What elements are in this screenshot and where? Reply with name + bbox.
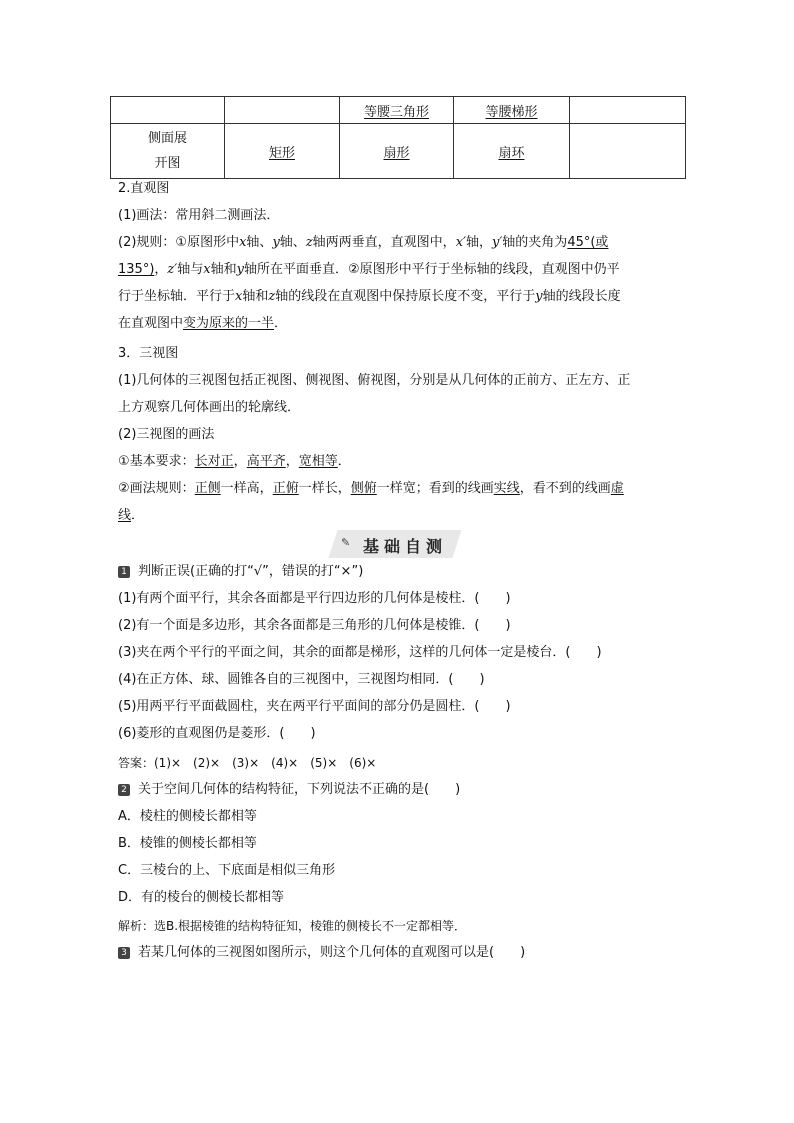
option-line: A．棱柱的侧棱长都相等 <box>118 809 257 824</box>
table-cell <box>454 97 570 124</box>
question-item: (2)有一个面是多边形，其余各面都是三角形的几何体是棱锥．( ) <box>118 618 511 633</box>
table-cell <box>340 97 454 124</box>
cell-answer: 矩形 <box>268 145 295 161</box>
answer-underline: 变为原来的一半 <box>183 316 275 331</box>
answer-underline: 长对正 <box>194 454 234 469</box>
text: ①基本要求： <box>118 454 195 469</box>
text: 轴所在平面垂直．②原图形中平行于坐标轴的线段，直观图中仍平 <box>243 262 620 277</box>
text: 轴和 <box>242 289 269 304</box>
table-row <box>111 97 686 124</box>
text: 行于坐标轴．平行于 <box>118 289 236 304</box>
answer-underline: 135°) <box>118 262 155 277</box>
paragraph-line <box>118 261 620 279</box>
paragraph-line <box>118 288 621 306</box>
answer-underline: 侧俯 <box>350 481 377 496</box>
answer-underline: 正侧 <box>194 481 221 496</box>
text: 轴、 <box>246 235 273 250</box>
option-line: D．有的棱台的侧棱长都相等 <box>118 890 285 905</box>
text: 一样宽；看到的线画 <box>376 481 494 496</box>
answer-underline: 实线 <box>493 481 520 496</box>
section-banner <box>333 530 457 558</box>
table-cell <box>225 124 340 179</box>
row-header-line2: 开图 <box>154 156 181 171</box>
row-header-label <box>148 126 187 176</box>
question-title <box>118 944 525 962</box>
var: x <box>203 262 211 277</box>
table-cell <box>454 124 570 179</box>
text: ， <box>154 262 168 277</box>
text: ． <box>131 508 145 523</box>
text: 轴两两垂直，直观图中， <box>312 235 456 250</box>
paragraph-line: (1)几何体的三视图包括正视图、侧视图、俯视图，分别是从几何体的正前方、正左方、正 <box>118 373 631 388</box>
var: y <box>272 235 280 250</box>
table-row <box>111 124 686 179</box>
paragraph-line <box>118 315 287 333</box>
answer-underline: 线 <box>118 508 132 523</box>
text: 在直观图中 <box>118 316 184 331</box>
text: 轴和 <box>210 262 237 277</box>
var: x′ <box>455 235 466 250</box>
paragraph-line: 上方观察几何体画出的轮廓线． <box>118 400 301 415</box>
answer-underline: 45°(或 <box>567 235 609 250</box>
var: y′ <box>492 235 503 250</box>
text: 轴、 <box>279 235 306 250</box>
option-line: B．棱锥的侧棱长都相等 <box>118 836 257 851</box>
section-title: 3．三视图 <box>118 346 179 361</box>
text: ． <box>337 454 351 469</box>
text: 一样高， <box>220 481 273 496</box>
paragraph-line <box>118 507 144 525</box>
table-cell <box>570 124 686 179</box>
text: 一样长， <box>298 481 351 496</box>
var: z′ <box>167 262 178 277</box>
text: ， <box>233 454 247 469</box>
var: z <box>268 289 276 304</box>
text: ， <box>285 454 299 469</box>
paragraph-line: (2)三视图的画法 <box>118 427 215 442</box>
var: x <box>235 289 243 304</box>
table-cell <box>225 97 340 124</box>
paragraph-line <box>118 234 608 252</box>
text: 关于空间几何体的结构特征，下列说法不正确的是( ) <box>138 782 461 797</box>
row-header <box>111 124 225 179</box>
question-title <box>118 563 363 581</box>
answer-underline: 高平齐 <box>246 454 286 469</box>
question-item: (3)夹在两个平行的平面之间，其余的面都是梯形，这样的几何体一定是棱台．( ) <box>118 645 602 660</box>
text: 轴的夹角为 <box>502 235 568 250</box>
table-cell <box>570 97 686 124</box>
question-number-badge: 3 <box>118 947 130 959</box>
var: z <box>305 235 313 250</box>
text: ，看不到的线画 <box>519 481 611 496</box>
table-cell <box>340 124 454 179</box>
row-header-line1: 侧面展 <box>147 131 187 146</box>
analysis-line: 解析：选B.根据棱锥的结构特征知，棱锥的侧棱长不一定都相等． <box>118 919 467 933</box>
text: ②画法规则： <box>118 481 195 496</box>
var: y <box>535 289 543 304</box>
section-title: 2.直观图 <box>118 181 170 196</box>
solids-table <box>110 96 686 179</box>
text: 轴与 <box>177 262 204 277</box>
cell-answer: 等腰三角形 <box>363 104 429 120</box>
question-title <box>118 781 460 799</box>
option-line: C．三棱台的上、下底面是相似三角形 <box>118 863 336 878</box>
question-item: (6)菱形的直观图仍是菱形．( ) <box>118 726 316 741</box>
paragraph-line <box>118 453 351 471</box>
text: (2)规则：①原图形中 <box>118 235 240 250</box>
table-cell <box>111 97 225 124</box>
question-item: (5)用两平行平面截圆柱，夹在两平行平面间的部分仍是圆柱．( ) <box>118 699 511 714</box>
text: 轴的线段在直观图中保持原长度不变，平行于 <box>275 289 536 304</box>
text: ． <box>274 316 288 331</box>
paragraph-line <box>118 480 624 498</box>
cell-answer: 等腰梯形 <box>485 104 538 120</box>
text: 轴的线段长度 <box>542 289 621 304</box>
banner-title: 基础自测 <box>363 537 448 556</box>
question-item: (1)有两个面平行，其余各面都是平行四边形的几何体是棱柱．( ) <box>118 591 511 606</box>
text: 轴， <box>465 235 492 250</box>
answer-underline: 正俯 <box>272 481 299 496</box>
var: y <box>236 262 244 277</box>
cell-answer: 扇环 <box>498 145 525 161</box>
text: 判断正误(正确的打“√”，错误的打“×”) <box>138 564 364 579</box>
question-number-badge: 1 <box>118 566 130 578</box>
question-number-badge: 2 <box>118 784 130 796</box>
answer-line: 答案：(1)× (2)× (3)× (4)× (5)× (6)× <box>118 756 377 770</box>
cell-answer: 扇形 <box>383 145 410 161</box>
paragraph-line: (1)画法：常用斜二测画法． <box>118 208 280 223</box>
question-item: (4)在正方体、球、圆锥各自的三视图中，三视图均相同．( ) <box>118 672 485 687</box>
answer-underline: 虚 <box>610 481 624 496</box>
answer-underline: 宽相等 <box>298 454 338 469</box>
pencil-icon: ✎ <box>341 536 351 549</box>
text: 若某几何体的三视图如图所示，则这个几何体的直观图可以是( ) <box>138 945 526 960</box>
var: x <box>239 235 247 250</box>
